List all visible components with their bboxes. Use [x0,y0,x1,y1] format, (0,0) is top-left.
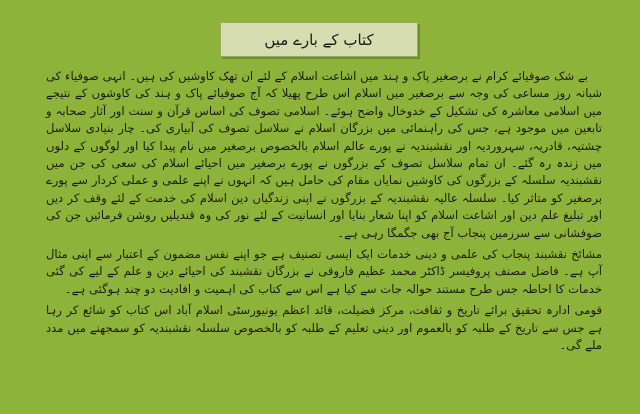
about-book-text [46,68,602,408]
page-title: کتاب کے بارے میں [264,30,374,49]
page-title-box [220,22,418,57]
paragraph-book-review: مشائخ نقشبند پنجاب کی علمی و دینی خدمات ایک ایسی تصنیف ہے جو اپنے نفس مضمون کے اعتبار سے اپنی مثال آپ ہے۔ فاضل مصنف پروفیسر ڈاکٹر محمد عظیم فاروقی نے بزرگان نقشبند کی احیائے دین و علم کے لیے کی گئی خدمات کا احاطہ جس طرح مستند حوالہ جات سے کیا ہے اس سے کتاب کی اہمیت و افادیت دو چند ہوگئی ہے۔ [46,247,602,296]
paragraph-publisher: قومی ادارہ تحقیق برائے تاریخ و ثقافت، مرکز فضیلت، قائد اعظم یونیورسٹی اسلام آباد اس کتاب کو شائع کر رہا ہے جس سے تاریخ کے طلبہ کو بالعموم اور دینی تعلیم کے طلبہ کو بالخصوص سلسلہ نقشبندیہ کو سمجھنے میں مدد ملے گی۔ [46,303,602,353]
paragraph-intro: بے شک صوفیائے کرام نے برصغیر پاک و ہند میں اشاعت اسلام کے لئے ان تھک کاوشیں کی ہیں۔ انہی صوفیاء کی شبانہ روز مساعی کی وجہ سے برصغیر میں اسلام اس طرح پھیلا کہ آج صوفیائے پاک و ہند کی کاوشوں کے نتیجے میں اسلامی معاشرہ کی تشکیل کے خدوخال واضح ہوئے۔ اسلامی تصوف کی اساس قرآن و سنت اور آثار صحابہ و تابعین میں موجود ہے، جس کی راہنمائی میں بزرگان اسلام نے سلاسل تصوف کی آبیاری کی۔ چار بنیادی سلاسل چشتیہ، قادریہ، سہروردیہ اور نقشبندیہ نے پورے عالم اسلام بالخصوص برصغیر میں نام پیدا کیا اور لوگوں کے دلوں میں زندہ رہ گئے۔ ان تمام سلاسل تصوف کے بزرگوں نے پورے برصغیر میں احیائے اسلام کی سعی کی جن میں نقشبندیہ سلسلہ کے بزرگوں کی کاوشیں نمایاں مقام کی حامل ہیں کہ انہوں نے اپنے علمی و عملی کردار سے پورے برصغیر کو متاثر کیا۔ سلسلہ عالیہ نقشبندیہ کے بزرگوں نے اپنی زندگیاں دین اسلام کی خدمت کے لئے وقف کر دیں اور تبلیغ علم دین اور اشاعت اسلام کو اپنا شعار بنایا اور انسانیت کے لئے نور کی وہ قندیلیں روشن فرمائیں جن کی ضوفشانی سے سرزمین پنجاب آج بھی جگمگا رہی ہے۔ [46,69,602,240]
